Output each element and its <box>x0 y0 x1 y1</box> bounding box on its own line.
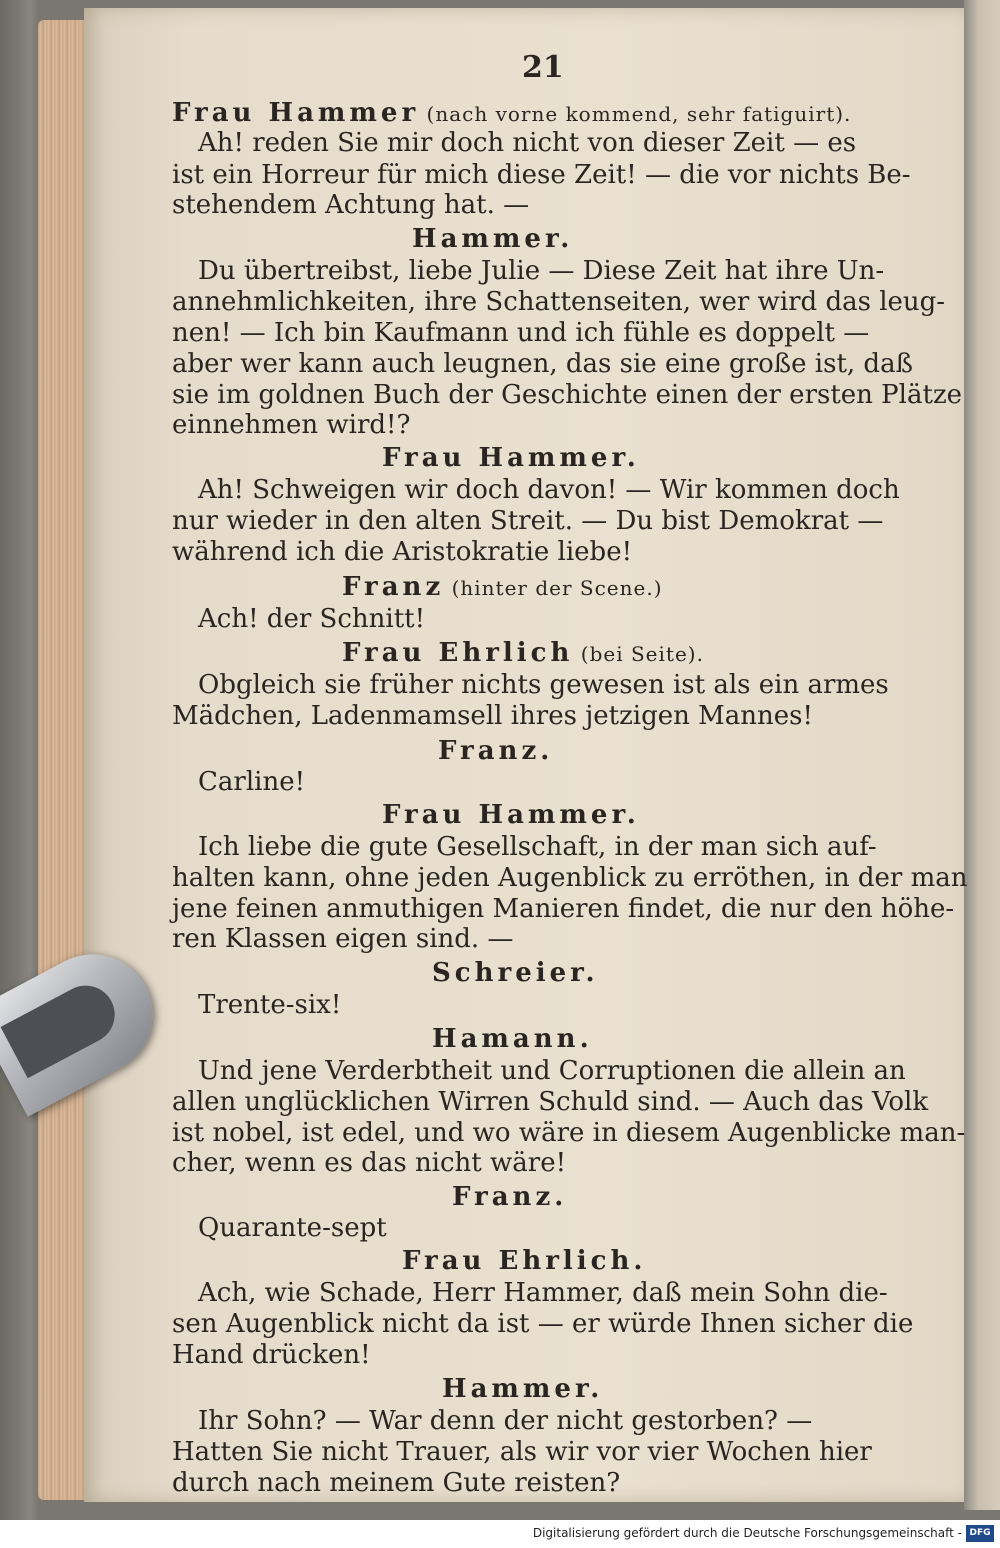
speaker-name: Franz <box>342 572 445 602</box>
speaker-name: Franz. <box>438 736 554 766</box>
speaker-line <box>382 443 640 474</box>
speaker-name: Frau Ehrlich <box>342 638 574 668</box>
footer-bar <box>0 1520 1000 1548</box>
line-text: allen unglücklichen Wirren Schuld sind. — Auch das Volk <box>172 1087 929 1117</box>
speaker-line <box>442 1374 603 1405</box>
line-text: Hand drücken! <box>172 1340 371 1370</box>
line-text: ist nobel, ist edel, und wo wäre in diesem Augenblicke man- <box>172 1118 966 1148</box>
speaker-line <box>342 572 663 604</box>
line-text: Ah! reden Sie mir doch nicht von dieser Zeit — es <box>198 128 857 158</box>
text-line <box>198 832 877 863</box>
text-line <box>172 894 954 925</box>
line-text: nur wieder in den alten Streit. — Du bist Demokrat — <box>172 506 884 536</box>
dfg-logo-icon: DFG <box>966 1525 994 1542</box>
line-text: annehmlichkeiten, ihre Schattenseiten, wer wird das leug- <box>172 287 946 317</box>
text-line <box>198 1406 812 1437</box>
speaker-line <box>402 1246 646 1277</box>
line-text: cher, wenn es das nicht wäre! <box>172 1148 567 1178</box>
text-line <box>172 506 883 537</box>
line-text: Trente-six! <box>198 990 342 1020</box>
page-edges <box>38 20 86 1500</box>
text-line <box>198 1278 888 1309</box>
text-line <box>172 318 869 349</box>
line-text: während ich die Aristokratie liebe! <box>172 537 633 567</box>
speaker-name: Frau Hammer <box>172 98 420 128</box>
text-line <box>172 537 632 568</box>
line-text: Und jene Verderbtheit und Corruptionen die allein an <box>198 1056 906 1086</box>
speaker-line <box>432 1024 593 1055</box>
line-text: ist ein Horreur für mich diese Zeit! — die vor nichts Be- <box>172 160 911 190</box>
text-line <box>172 1468 620 1499</box>
next-page-edge <box>964 0 1000 1510</box>
text-line <box>198 1056 906 1087</box>
speaker-line <box>412 224 573 255</box>
text-line <box>172 924 513 955</box>
text-line <box>172 863 968 894</box>
text-line <box>198 475 900 506</box>
text-line <box>172 1309 913 1340</box>
speaker-line <box>432 958 599 989</box>
line-text: Du übertreibst, liebe Julie — Diese Zeit hat ihre Un- <box>198 256 885 286</box>
speaker-line <box>382 800 640 831</box>
line-text: Quarante-sept <box>198 1213 387 1243</box>
page-clip-inner <box>1 975 125 1078</box>
text-line <box>172 380 962 411</box>
text-line <box>172 1148 566 1179</box>
line-text: Obgleich sie früher nichts gewesen ist als ein armes <box>198 670 889 700</box>
speaker-name: Frau Hammer. <box>382 443 640 473</box>
text-line <box>198 1213 387 1244</box>
line-text: Ach, wie Schade, Herr Hammer, daß mein Sohn die- <box>198 1278 888 1308</box>
text-line <box>198 990 341 1021</box>
line-text: Ach! der Schnitt! <box>198 604 426 634</box>
text-line <box>198 767 305 798</box>
page-number: 21 <box>522 50 564 85</box>
line-text: nen! — Ich bin Kaufmann und ich fühle es doppelt — <box>172 318 870 348</box>
text-line <box>198 670 889 701</box>
footer-credit: Digitalisierung gefördert durch die Deutsche Forschungsgemeinschaft - <box>532 1526 962 1540</box>
speaker-line <box>342 638 704 670</box>
text-line <box>198 128 856 159</box>
speaker-name: Frau Ehrlich. <box>402 1246 647 1276</box>
text-line <box>172 1087 928 1118</box>
speaker-name: Schreier. <box>432 958 599 988</box>
speaker-line <box>438 736 553 767</box>
text-line <box>172 701 813 732</box>
speaker-name: Hamann. <box>432 1024 593 1054</box>
text-line <box>172 160 911 191</box>
line-text: sie im goldnen Buch der Geschichte einen der ersten Plätze <box>172 380 963 410</box>
stage-direction: (hinter der Scene.) <box>444 576 663 600</box>
line-text: halten kann, ohne jeden Augenblick zu erröthen, in der man <box>172 863 968 893</box>
speaker-name: Franz. <box>452 1182 568 1212</box>
line-text: Ihr Sohn? — War denn der nicht gestorben? — <box>198 1406 813 1436</box>
stage-direction: (bei Seite). <box>573 642 704 666</box>
speaker-name: Hammer. <box>412 224 574 254</box>
speaker-line <box>172 98 851 130</box>
line-text: ren Klassen eigen sind. — <box>172 924 514 954</box>
line-text: Hatten Sie nicht Trauer, als wir vor vier Wochen hier <box>172 1437 872 1467</box>
line-text: Ich liebe die gute Gesellschaft, in der man sich auf- <box>198 832 877 862</box>
speaker-name: Frau Hammer. <box>382 800 640 830</box>
text-line <box>198 256 884 287</box>
speaker-line <box>452 1182 567 1213</box>
text-line <box>172 190 529 221</box>
line-text: jene feinen anmuthigen Manieren findet, die nur den höhe- <box>172 894 955 924</box>
line-text: aber wer kann auch leugnen, das sie eine große ist, daß <box>172 349 913 379</box>
text-line <box>172 287 945 318</box>
text-line <box>172 1437 872 1468</box>
line-text: Mädchen, Ladenmamsell ihres jetzigen Mannes! <box>172 701 813 731</box>
line-text: Carline! <box>198 767 306 797</box>
line-text: einnehmen wird!? <box>172 410 411 440</box>
text-line <box>172 1340 371 1371</box>
text-line <box>172 349 913 380</box>
stage-direction: (nach vorne kommend, sehr fatiguirt). <box>419 102 852 126</box>
text-line <box>172 410 410 441</box>
text-line <box>172 1118 965 1149</box>
line-text: sen Augenblick nicht da ist — er würde Ihnen sicher die <box>172 1309 914 1339</box>
line-text: durch nach meinem Gute reisten? <box>172 1468 621 1498</box>
speaker-name: Hammer. <box>442 1374 604 1404</box>
line-text: Ah! Schweigen wir doch davon! — Wir kommen doch <box>198 475 900 505</box>
text-line <box>198 604 425 635</box>
line-text: stehendem Achtung hat. — <box>172 190 530 220</box>
